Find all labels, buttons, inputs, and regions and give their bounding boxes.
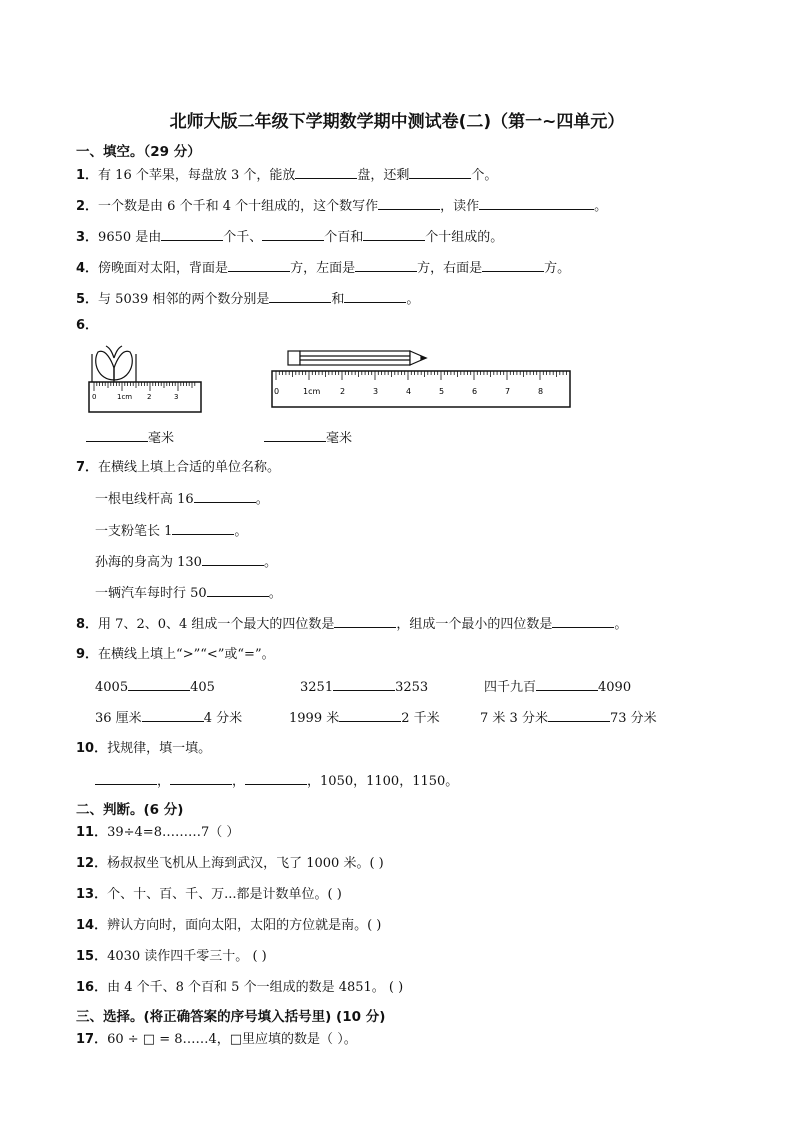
question-5: 5．与 5039 相邻的两个数分别是 和 。 <box>76 292 420 307</box>
q9-compare: 4005 405 <box>95 680 215 695</box>
question-number: 14． <box>76 918 108 933</box>
q6-answer-2: 毫米 <box>264 427 352 446</box>
question-number: 11． <box>76 825 108 840</box>
q7-item: 孙海的身高为 130 。 <box>95 555 277 570</box>
answer-blank[interactable] <box>363 228 425 241</box>
answer-blank[interactable] <box>536 678 598 691</box>
answer-blank[interactable] <box>409 166 471 179</box>
ruler-1 <box>89 382 201 412</box>
pencil-ruler-figure <box>268 345 574 413</box>
question-3: 3．9650 是由 个千、 个百和 个十组成的。 <box>76 230 504 245</box>
question-6 <box>76 317 98 335</box>
ruler-label: 4 <box>406 387 412 396</box>
q7-item: 一支粉笔长 1 。 <box>95 524 248 539</box>
ruler-label: 8 <box>538 387 544 396</box>
question-17: 17．60 ÷ □ = 8……4，□里应填的数是（ ）。 <box>76 1032 357 1047</box>
question-number: 4． <box>76 261 99 276</box>
answer-blank[interactable] <box>552 615 614 628</box>
question-10: 10．找规律，填一填。 <box>76 741 212 756</box>
answer-blank[interactable] <box>95 772 157 785</box>
q9-compare: 1999 米 2 千米 <box>289 711 440 726</box>
question-15: 15．4030 读作四千零三十。 ( ) <box>76 949 267 964</box>
question-number: 9． <box>76 647 99 662</box>
answer-blank[interactable] <box>355 259 417 272</box>
q7-item: 一辆汽车每时行 50 。 <box>95 586 282 601</box>
question-16: 16．由 4 个千、8 个百和 5 个一组成的数是 4851。 ( ) <box>76 980 404 995</box>
ruler-2 <box>272 371 570 407</box>
question-number: 12． <box>76 856 108 871</box>
question-number: 1． <box>76 168 99 183</box>
ruler-label: 2 <box>147 393 152 401</box>
answer-blank[interactable] <box>86 429 148 442</box>
question-number: 2． <box>76 199 99 214</box>
q7-item: 一根电线杆高 16 。 <box>95 492 269 507</box>
section-heading-fill-blank: 一、填空。（29 分） <box>76 144 201 160</box>
question-14: 14．辨认方向时，面向太阳，太阳的方位就是南。( ) <box>76 918 382 933</box>
ruler-label: 0 <box>92 393 97 401</box>
answer-blank[interactable] <box>228 259 290 272</box>
question-number: 6． <box>76 318 99 333</box>
answer-blank[interactable] <box>548 709 610 722</box>
ruler-label: 0 <box>274 387 280 396</box>
section-heading-true-false: 二、判断。(6 分) <box>76 802 184 818</box>
q9-compare: 36 厘米 4 分米 <box>95 711 243 726</box>
answer-blank[interactable] <box>344 290 406 303</box>
answer-blank[interactable] <box>170 772 232 785</box>
answer-blank[interactable] <box>482 259 544 272</box>
question-12: 12．杨叔叔坐飞机从上海到武汉，飞了 1000 米。( ) <box>76 856 384 871</box>
butterfly-icon <box>92 346 136 382</box>
answer-blank[interactable] <box>202 553 264 566</box>
q9-compare: 四千九百 4090 <box>484 680 632 695</box>
answer-blank[interactable] <box>207 584 269 597</box>
answer-blank[interactable] <box>479 197 594 210</box>
q9-compare: 7 米 3 分米 73 分米 <box>480 711 657 726</box>
pencil-icon <box>288 351 426 365</box>
answer-blank[interactable] <box>334 615 396 628</box>
answer-blank[interactable] <box>245 772 307 785</box>
page-title: 北师大版二年级下学期数学期中测试卷(二)（第一~四单元） <box>169 112 625 132</box>
answer-blank[interactable] <box>262 228 324 241</box>
question-number: 3． <box>76 230 99 245</box>
ruler-label: 6 <box>472 387 478 396</box>
section-heading-multiple-choice: 三、选择。(将正确答案的序号填入括号里) (10 分) <box>76 1009 386 1025</box>
q9-compare: 3251 3253 <box>300 680 429 695</box>
ruler-label: 1cm <box>117 393 133 401</box>
question-2: 2．一个数是由 6 个千和 4 个十组成的，这个数写作 ，读作 。 <box>76 199 608 214</box>
butterfly-ruler-figure <box>84 340 202 416</box>
q10-sequence: ， ， ，1050，1100，1150。 <box>95 772 458 791</box>
ruler-label: 7 <box>505 387 511 396</box>
question-13: 13．个、十、百、千、万...都是计数单位。( ) <box>76 887 342 902</box>
question-number: 7． <box>76 460 99 475</box>
question-9: 9．在横线上填上“>”“<”或“=”。 <box>76 647 275 662</box>
answer-blank[interactable] <box>295 166 357 179</box>
question-number: 16． <box>76 980 108 995</box>
ruler-label: 1cm <box>303 387 321 396</box>
question-1: 1．有 16 个苹果，每盘放 3 个，能放 盘，还剩 个。 <box>76 168 498 183</box>
q6-answer-1: 毫米 <box>86 427 174 446</box>
answer-blank[interactable] <box>161 228 223 241</box>
answer-blank[interactable] <box>333 678 395 691</box>
question-11: 11．39÷4=8………7（ ） <box>76 825 240 840</box>
question-number: 17． <box>76 1032 108 1047</box>
question-number: 8． <box>76 617 99 632</box>
question-number: 10． <box>76 741 108 756</box>
question-7: 7．在横线上填上合适的单位名称。 <box>76 460 281 475</box>
answer-blank[interactable] <box>264 429 326 442</box>
question-number: 5． <box>76 292 99 307</box>
ruler-label: 2 <box>340 387 346 396</box>
answer-blank[interactable] <box>378 197 440 210</box>
ruler-label: 5 <box>439 387 445 396</box>
answer-blank[interactable] <box>339 709 401 722</box>
ruler-label: 3 <box>373 387 379 396</box>
answer-blank[interactable] <box>172 522 234 535</box>
answer-blank[interactable] <box>194 490 256 503</box>
question-4: 4．傍晚面对太阳，背面是 方，左面是 方，右面是 方。 <box>76 261 571 276</box>
ruler-label: 3 <box>174 393 179 401</box>
question-number: 13． <box>76 887 108 902</box>
question-number: 15． <box>76 949 108 964</box>
question-8: 8．用 7、2、0、4 组成一个最大的四位数是 ，组成一个最小的四位数是 。 <box>76 617 628 632</box>
answer-blank[interactable] <box>142 709 204 722</box>
answer-blank[interactable] <box>128 678 190 691</box>
answer-blank[interactable] <box>269 290 331 303</box>
